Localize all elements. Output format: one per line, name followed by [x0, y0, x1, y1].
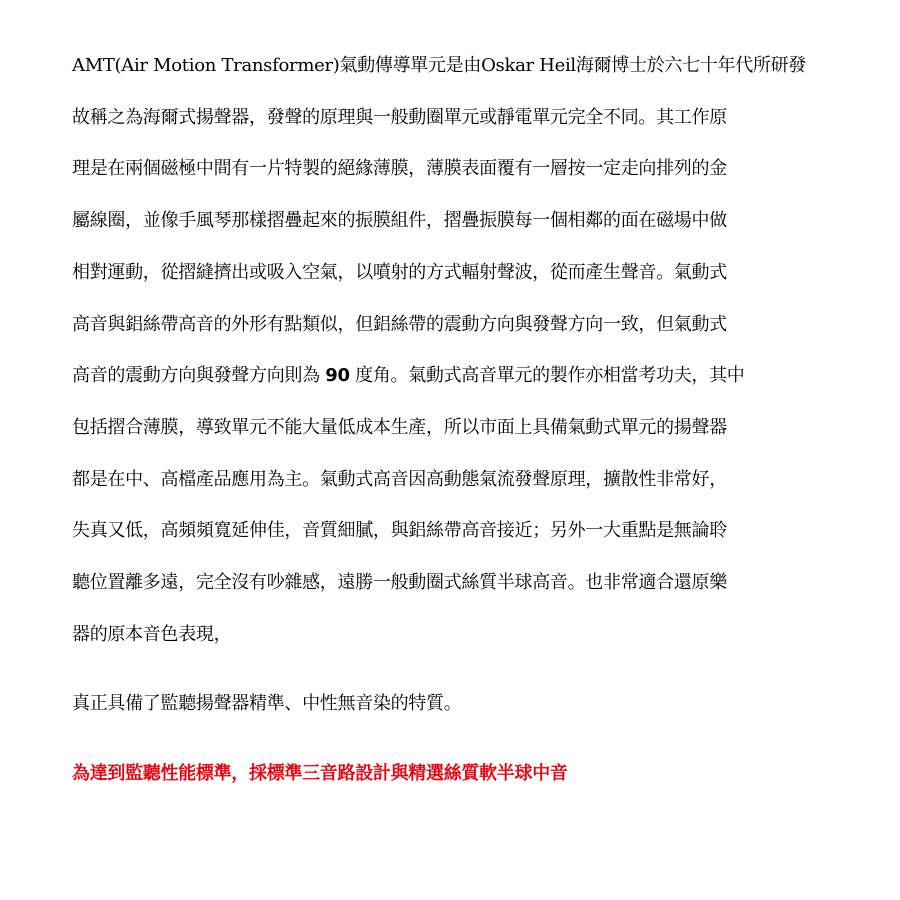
paragraph-amt-description [72, 40, 822, 660]
text-segment: 度角。氣動式高音單元的製作亦相當考功夫，其中 [349, 365, 745, 387]
angle-number: 90 [325, 365, 350, 387]
text-line: AMT(Air Motion Transformer)氣動傳導單元是由Oskar Heil海爾博士於六七十年代所研發 [72, 55, 806, 76]
document-page [72, 40, 822, 800]
text-line: 器的原本音色表現， [72, 623, 232, 645]
text-line: 為達到監聽性能標準，採標準三音路設計與精選絲質軟半球中音 [72, 763, 568, 785]
text-line: 故稱之為海爾式揚聲器，發聲的原理與一般動圈單元或靜電單元完全不同。其工作原 [72, 106, 727, 128]
paragraph-monitor-quality [72, 678, 822, 730]
text-line: 屬線圈，並像手風琴那樣摺疊起來的振膜組件，摺疊振膜每一個相鄰的面在磁場中做 [72, 210, 727, 232]
text-line: 相對運動，從摺縫擠出或吸入空氣，以噴射的方式輻射聲波，從而產生聲音。氣動式 [72, 261, 727, 283]
text-line: 高音與鋁絲帶高音的外形有點類似，但鋁絲帶的震動方向與發聲方向一致，但氣動式 [72, 313, 727, 335]
text-line: 聽位置離多遠，完全沒有吵雜感，遠勝一般動圈式絲質半球高音。也非常適合還原樂 [72, 572, 727, 594]
text-line: 失真又低，高頻頻寬延伸佳，音質細膩，與鋁絲帶高音接近；另外一大重點是無論聆 [72, 520, 727, 542]
paragraph-spacer [72, 730, 822, 748]
text-line [72, 350, 822, 402]
text-line: 包括摺合薄膜，導致單元不能大量低成本生產，所以市面上具備氣動式單元的揚聲器 [72, 416, 727, 438]
text-line: 真正具備了監聽揚聲器精準、中性無音染的特質。 [72, 693, 462, 715]
paragraph-highlight-red [72, 748, 822, 800]
paragraph-spacer [72, 660, 822, 678]
text-line: 都是在中、高檔產品應用為主。氣動式高音因高動態氣流發聲原理，擴散性非常好， [72, 468, 727, 490]
text-segment: 高音的震動方向與發聲方向則為 [72, 365, 326, 387]
text-line: 理是在兩個磁極中間有一片特製的絕緣薄膜，薄膜表面覆有一層按一定走向排列的金 [72, 158, 727, 180]
